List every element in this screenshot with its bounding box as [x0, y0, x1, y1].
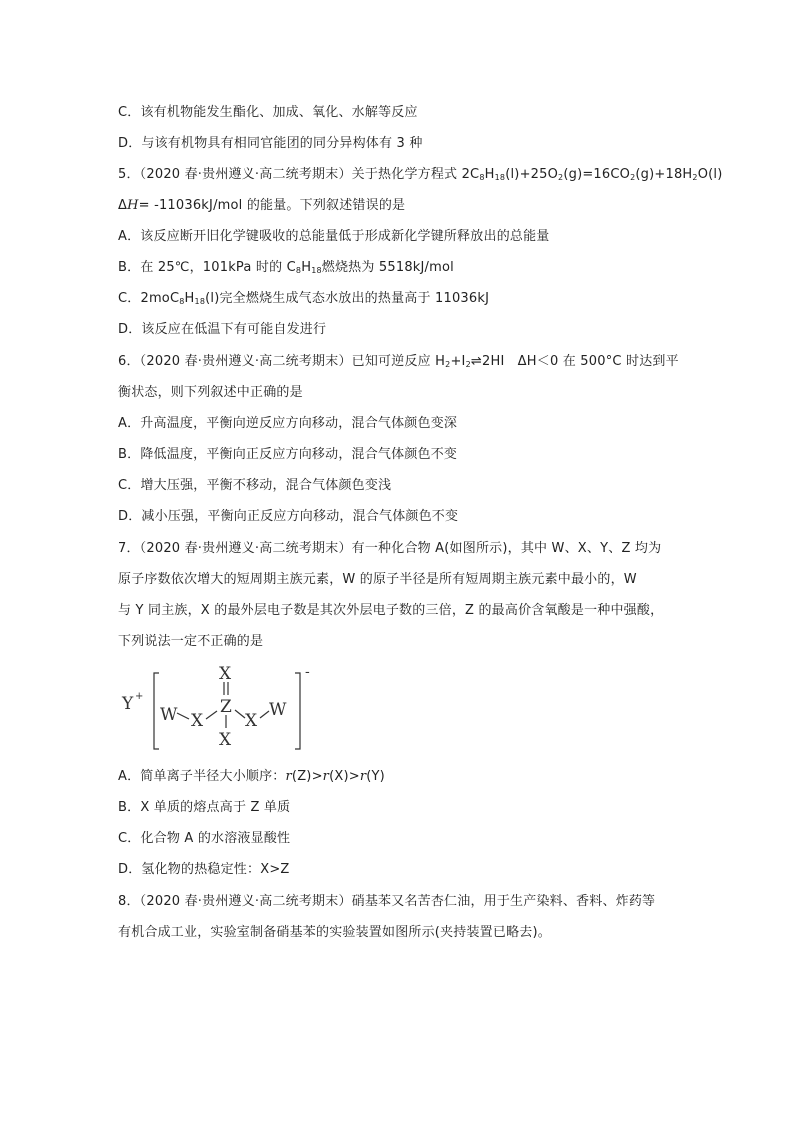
x-w-bond-right: [260, 711, 269, 718]
right-w-atom: W: [269, 700, 287, 720]
q5-stem-line-1: 5．（2020 春·贵州遵义·高二统考期末）关于热化学方程式 $2C_8H_{18}(l)+25O_2(g)=16CO_2(g)+18H_2O(l)$: [118, 167, 723, 182]
q6-option-c: C．增大压强，平衡不移动，混合气体颜色变浅: [118, 478, 392, 493]
q5-stem-line-2: ΔH= -11036kJ/mol 的能量。下列叙述错误的是: [118, 198, 406, 213]
q5-option-d: D．该反应在低温下有可能自发进行: [118, 322, 327, 337]
q4-option-d: D．与该有机物具有相同官能团的同分异构体有 3 种: [118, 136, 423, 151]
q7-stem-line-1: 7．（2020 春·贵州遵义·高二统考期末）有一种化合物 A(如图所示)，其中 W、X、Y、Z 均为: [118, 541, 662, 556]
q6-option-a: A．升高温度，平衡向逆反应方向移动，混合气体颜色变深: [118, 416, 458, 431]
cation-y-label: Y: [122, 694, 134, 714]
q5-option-a: A．该反应断开旧化学键吸收的总能量低于形成新化学键所释放出的总能量: [118, 229, 550, 244]
q7-stem-line-3: 与 Y 同主族，X 的最外层电子数是其次外层电子数的三倍，Z 的最高价含氧酸是一种中强酸，: [118, 603, 664, 618]
right-x-atom: X: [245, 711, 258, 731]
left-bracket: [154, 673, 159, 749]
q5-option-c: C．$2moC_8H_{18}(l)$完全燃烧生成气态水放出的热量高于 11036kJ: [118, 291, 490, 306]
z-x-bond-right: [235, 710, 245, 718]
q8-stem-line-1: 8．（2020 春·贵州遵义·高二统考期末）硝基苯又名苦杏仁油，用于生产染料、香料、炸药等: [118, 894, 656, 909]
q5-option-b: B．在 25℃，101kPa 时的 $C_8H_{18}$燃烧热为 5518kJ/mol: [118, 260, 454, 275]
q7-option-c: C．化合物 A 的水溶液显酸性: [118, 831, 291, 846]
q8-stem-line-2: 有机合成工业，实验室制备硝基苯的实验装置如图所示(夹持装置已略去)。: [118, 925, 551, 940]
left-w-atom: W: [160, 705, 178, 725]
q6-option-d: D．减小压强，平衡向正反应方向移动，混合气体颜色不变: [118, 509, 459, 524]
w-x-bond-left: [177, 713, 189, 719]
top-x-atom: X: [219, 664, 232, 684]
q7-stem-line-2: 原子序数依次增大的短周期主族元素，W 的原子半径是所有短周期主族元素中最小的，W: [118, 572, 637, 587]
q7-option-b: B．X 单质的熔点高于 Z 单质: [118, 800, 291, 815]
cation-plus-sign: +: [135, 691, 144, 702]
q6-option-b: B．降低温度，平衡向正反应方向移动，混合气体颜色不变: [118, 447, 458, 462]
bottom-x-atom: X: [219, 730, 232, 750]
q7-stem-line-4: 下列说法一定不正确的是: [118, 634, 264, 649]
anion-minus-sign: -: [305, 664, 310, 680]
compound-a-structure-diagram: [118, 662, 328, 754]
q6-stem-line-2: 衡状态，则下列叙述中正确的是: [118, 385, 303, 400]
left-x-atom: X: [191, 711, 204, 731]
center-z-atom: Z: [220, 697, 232, 717]
q7-option-a: A．简单离子半径大小顺序：r(Z)>r(X)>r(Y): [118, 769, 385, 784]
q6-stem-line-1: 6．（2020 春·贵州遵义·高二统考期末）已知可逆反应 $H_2+I_2\rightleftharpoons 2HI$ ΔH＜0 在 500°C 时达到平: [118, 354, 679, 369]
x-z-bond-left: [206, 711, 217, 719]
q4-option-c: C．该有机物能发生酯化、加成、氧化、水解等反应: [118, 105, 418, 120]
right-bracket: [295, 673, 300, 749]
q7-option-d: D．氢化物的热稳定性：X>Z: [118, 862, 290, 877]
